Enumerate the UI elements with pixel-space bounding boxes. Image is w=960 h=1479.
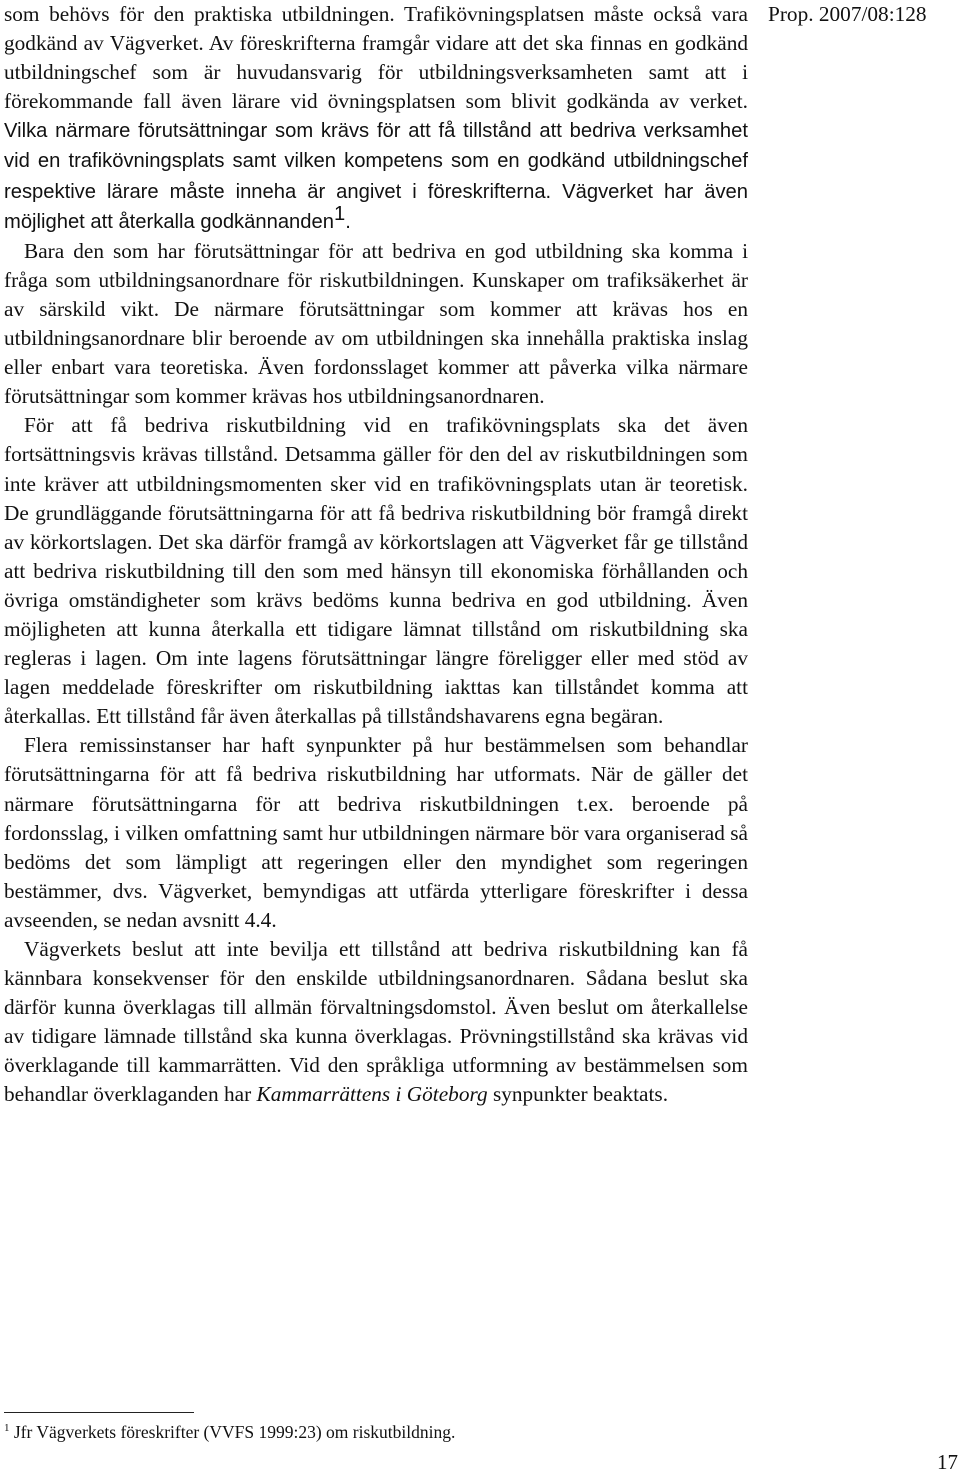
proposition-reference: Prop. 2007/08:128 [768,2,927,26]
body-text [4,0,748,1110]
footnote [4,1420,748,1444]
paragraph-3: För att få bedriva riskutbildning vid en trafikövningsplats ska det även fortsättningsvis krävas tillstånd. Detsamma gäller för den del av riskutbildningen som inte kräver att utbildningsmomenten sker vid en trafikövningsplats utan är teoretisk. De grundläggande förutsättningarna för att få bedriva riskutbildning bör framgå direkt av körkortslagen. Det ska därför framgå av körkortslagen att Vägverket får ge tillstånd att bedriva riskutbildning till den som med hänsyn till ekonomiska förhållanden och övriga omständigheter som krävs bedöms kunna bedriva en god utbildning. Även möjligheten att kunna återkalla ett tidigare lämnat tillstånd om riskutbildning ska regleras i lagen. Om inte lagens förutsättningar längre föreligger eller med stöd av lagen meddelade föreskrifter om riskutbildning iakttas kan tillståndet komma att återkallas. Ett tillstånd får även återkallas på tillståndshavarens egna begäran. [4,413,748,729]
paragraph-1-part-a: som behövs för den praktiska utbildningen. Trafikövningsplatsen måste också vara godkänd av Vägverket. Av föreskrifterna framgår vidare att det ska finnas en godkänd utbildningschef som är huvudansvarig för utbildningsverksamheten samt att i förekommande fall även lärare vid övningsplatsen som blivit godkända av verket. [4,2,748,114]
page-number: 17 [937,1450,958,1474]
paragraph-4: Flera remissinstanser har haft synpunkter på hur bestämmelsen som behandlar förutsättningarna för att få bedriva riskutbildning har utformats. När de gäller det närmare förutsättningarna för att bedriva riskutbildningen t.ex. beroende på fordonsslag, i vilken omfattning samt hur utbildningen närmare bör vara organiserad så bedöms det som lämpligt att regeringen eller den myndighet som regeringen bestämmer, dvs. Vägverket, bemyndigas att utfärda ytterligare föreskrifter i dessa avseenden, se nedan avsnitt 4.4. [4,733,748,932]
paragraph-1-part-b: Vilka närmare förutsättningar som krävs för att få tillstånd att bedriva verksamhet vid en trafikövningsplats samt vilken kompetens som en godkänd utbildningschef respektive lärare måste inneha är angivet i föreskrifterna. Vägverket har även möjlighet att återkalla godkännanden [4,120,748,233]
paragraph-5-part-a: Vägverkets beslut att inte bevilja ett tillstånd att bedriva riskutbildning kan få kännbara konsekvenser för den enskilde utbildningsanordnaren. Sådana beslut ska därför kunna överklagas till allmän förvaltningsdomstol. Även beslut om återkallelse av tidigare lämnade tillstånd ska kunna överklagas. Prövningstillstånd ska krävas vid överklagande till kammarrätten. Vid den språkliga utformning av bestämmelsen som behandlar överklaganden har [4,937,748,1107]
paragraph-1 [4,0,748,237]
footnote-text: Jfr Vägverkets föreskrifter (VVFS 1999:23) om riskutbildning. [9,1422,456,1442]
footnote-reference[interactable]: 1 [333,202,346,225]
paragraph-2: Bara den som har förutsättningar för att bedriva en god utbildning ska komma i fråga som utbildningsanordnare för riskutbildningen. Kunskaper om trafiksäkerhet är av särskild vikt. De närmare förutsättningar som kommer att krävas hos en utbildningsanordnare blir beroende av om utbildningen ska innehålla praktiska inslag eller enbart vara teoretiska. Även fordonsslaget kommer att påverka vilka närmare förutsättningar som kommer krävas hos utbildningsanordnaren. [4,238,748,409]
footnote-mark: 1 [4,1422,10,1434]
paragraph-5 [4,935,748,1110]
paragraph-5-part-b: synpunkter beaktats. [487,1082,669,1107]
court-name: Kammarrättens i Göteborg [256,1082,488,1107]
paragraph-1-end: . [345,210,351,233]
footnote-divider [4,1412,194,1413]
